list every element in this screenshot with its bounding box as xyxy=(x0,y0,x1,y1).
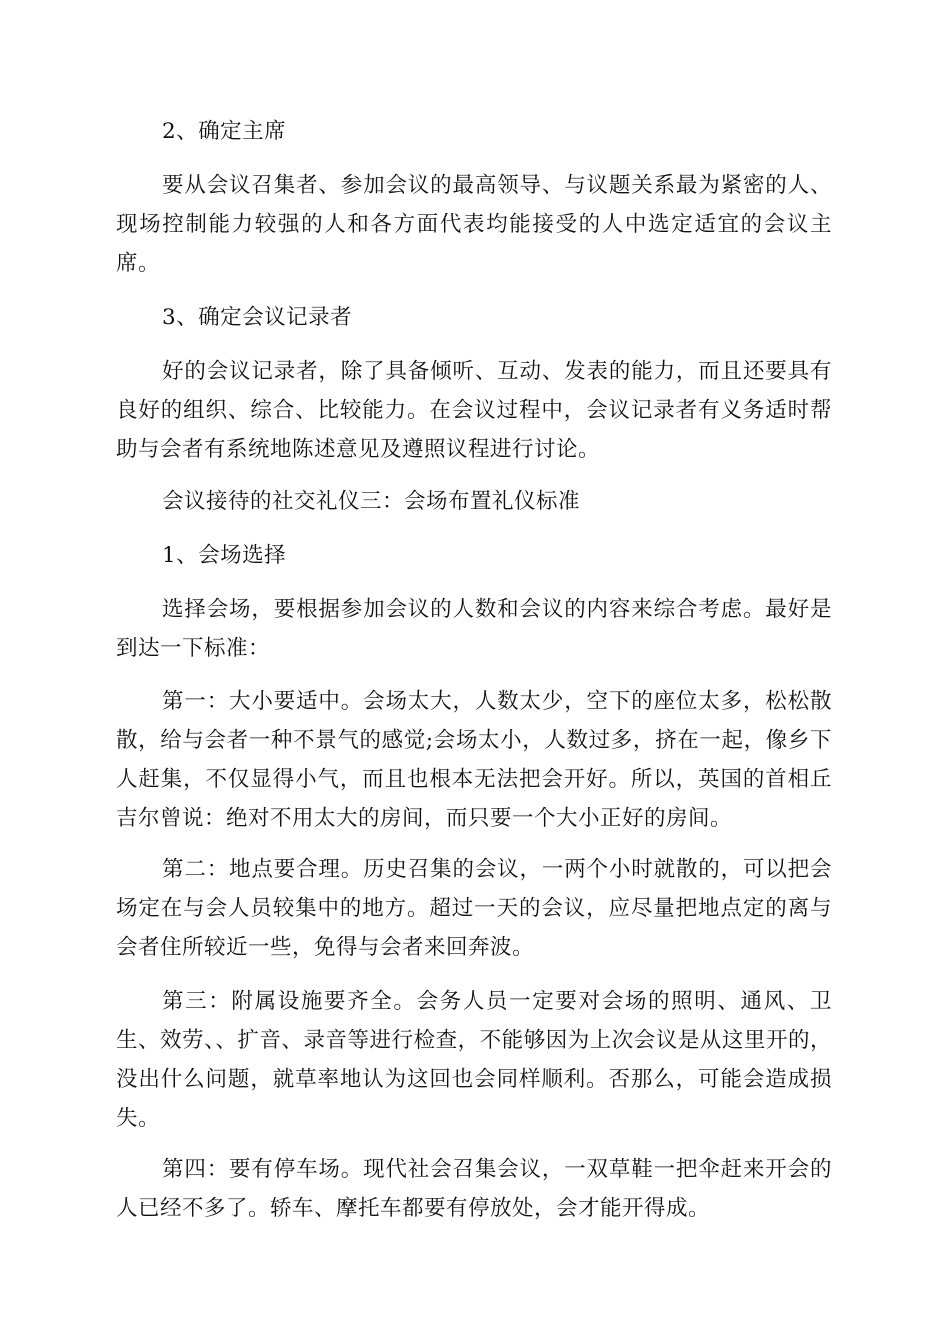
section-heading-venue-etiquette: 会议接待的社交礼仪三：会场布置礼仪标准 xyxy=(162,489,581,514)
heading-venue-selection: 1、会场选择 xyxy=(162,543,287,568)
paragraph-second-location: 第二：地点要合理。历史召集的会议，一两个小时就散的，可以把会场定在与会人员较集中的地方。超过一天的会议，应尽量把地点定的离与会者住所较近一些，免得与会者来回奔波。 xyxy=(116,857,832,960)
paragraph-third-facilities: 第三：附属设施要齐全。会务人员一定要对会场的照明、通风、卫生、效劳、、扩音、录音等进行检查，不能够因为上次会议是从这里开的，没出什么问题，就草率地认为这回也会同样顺利。否那么，可能会造成损失。 xyxy=(116,989,832,1131)
heading-confirm-recorder: 3、确定会议记录者 xyxy=(162,305,353,330)
paragraph-chairman-selection: 要从会议召集者、参加会议的最高领导、与议题关系最为紧密的人、现场控制能力较强的人和各方面代表均能接受的人中选定适宜的会议主席。 xyxy=(116,173,832,276)
paragraph-recorder-duties: 好的会议记录者，除了具备倾听、互动、发表的能力，而且还要具有良好的组织、综合、比较能力。在会议过程中，会议记录者有义务适时帮助与会者有系统地陈述意见及遵照议程进行讨论。 xyxy=(116,359,832,462)
heading-confirm-chairman: 2、确定主席 xyxy=(162,119,287,144)
paragraph-first-size: 第一：大小要适中。会场太大，人数太少，空下的座位太多，松松散散，给与会者一种不景气的感觉;会场太小，人数过多，挤在一起，像乡下人赶集，不仅显得小气，而且也根本无法把会开好。所以，英国的首相丘吉尔曾说：绝对不用太大的房间，而只要一个大小正好的房间。 xyxy=(116,689,832,831)
paragraph-fourth-parking: 第四：要有停车场。现代社会召集会议，一双草鞋一把伞赶来开会的人已经不多了。轿车、摩托车都要有停放处，会才能开得成。 xyxy=(116,1157,832,1221)
paragraph-venue-criteria: 选择会场，要根据参加会议的人数和会议的内容来综合考虑。最好是到达一下标准： xyxy=(116,597,832,661)
